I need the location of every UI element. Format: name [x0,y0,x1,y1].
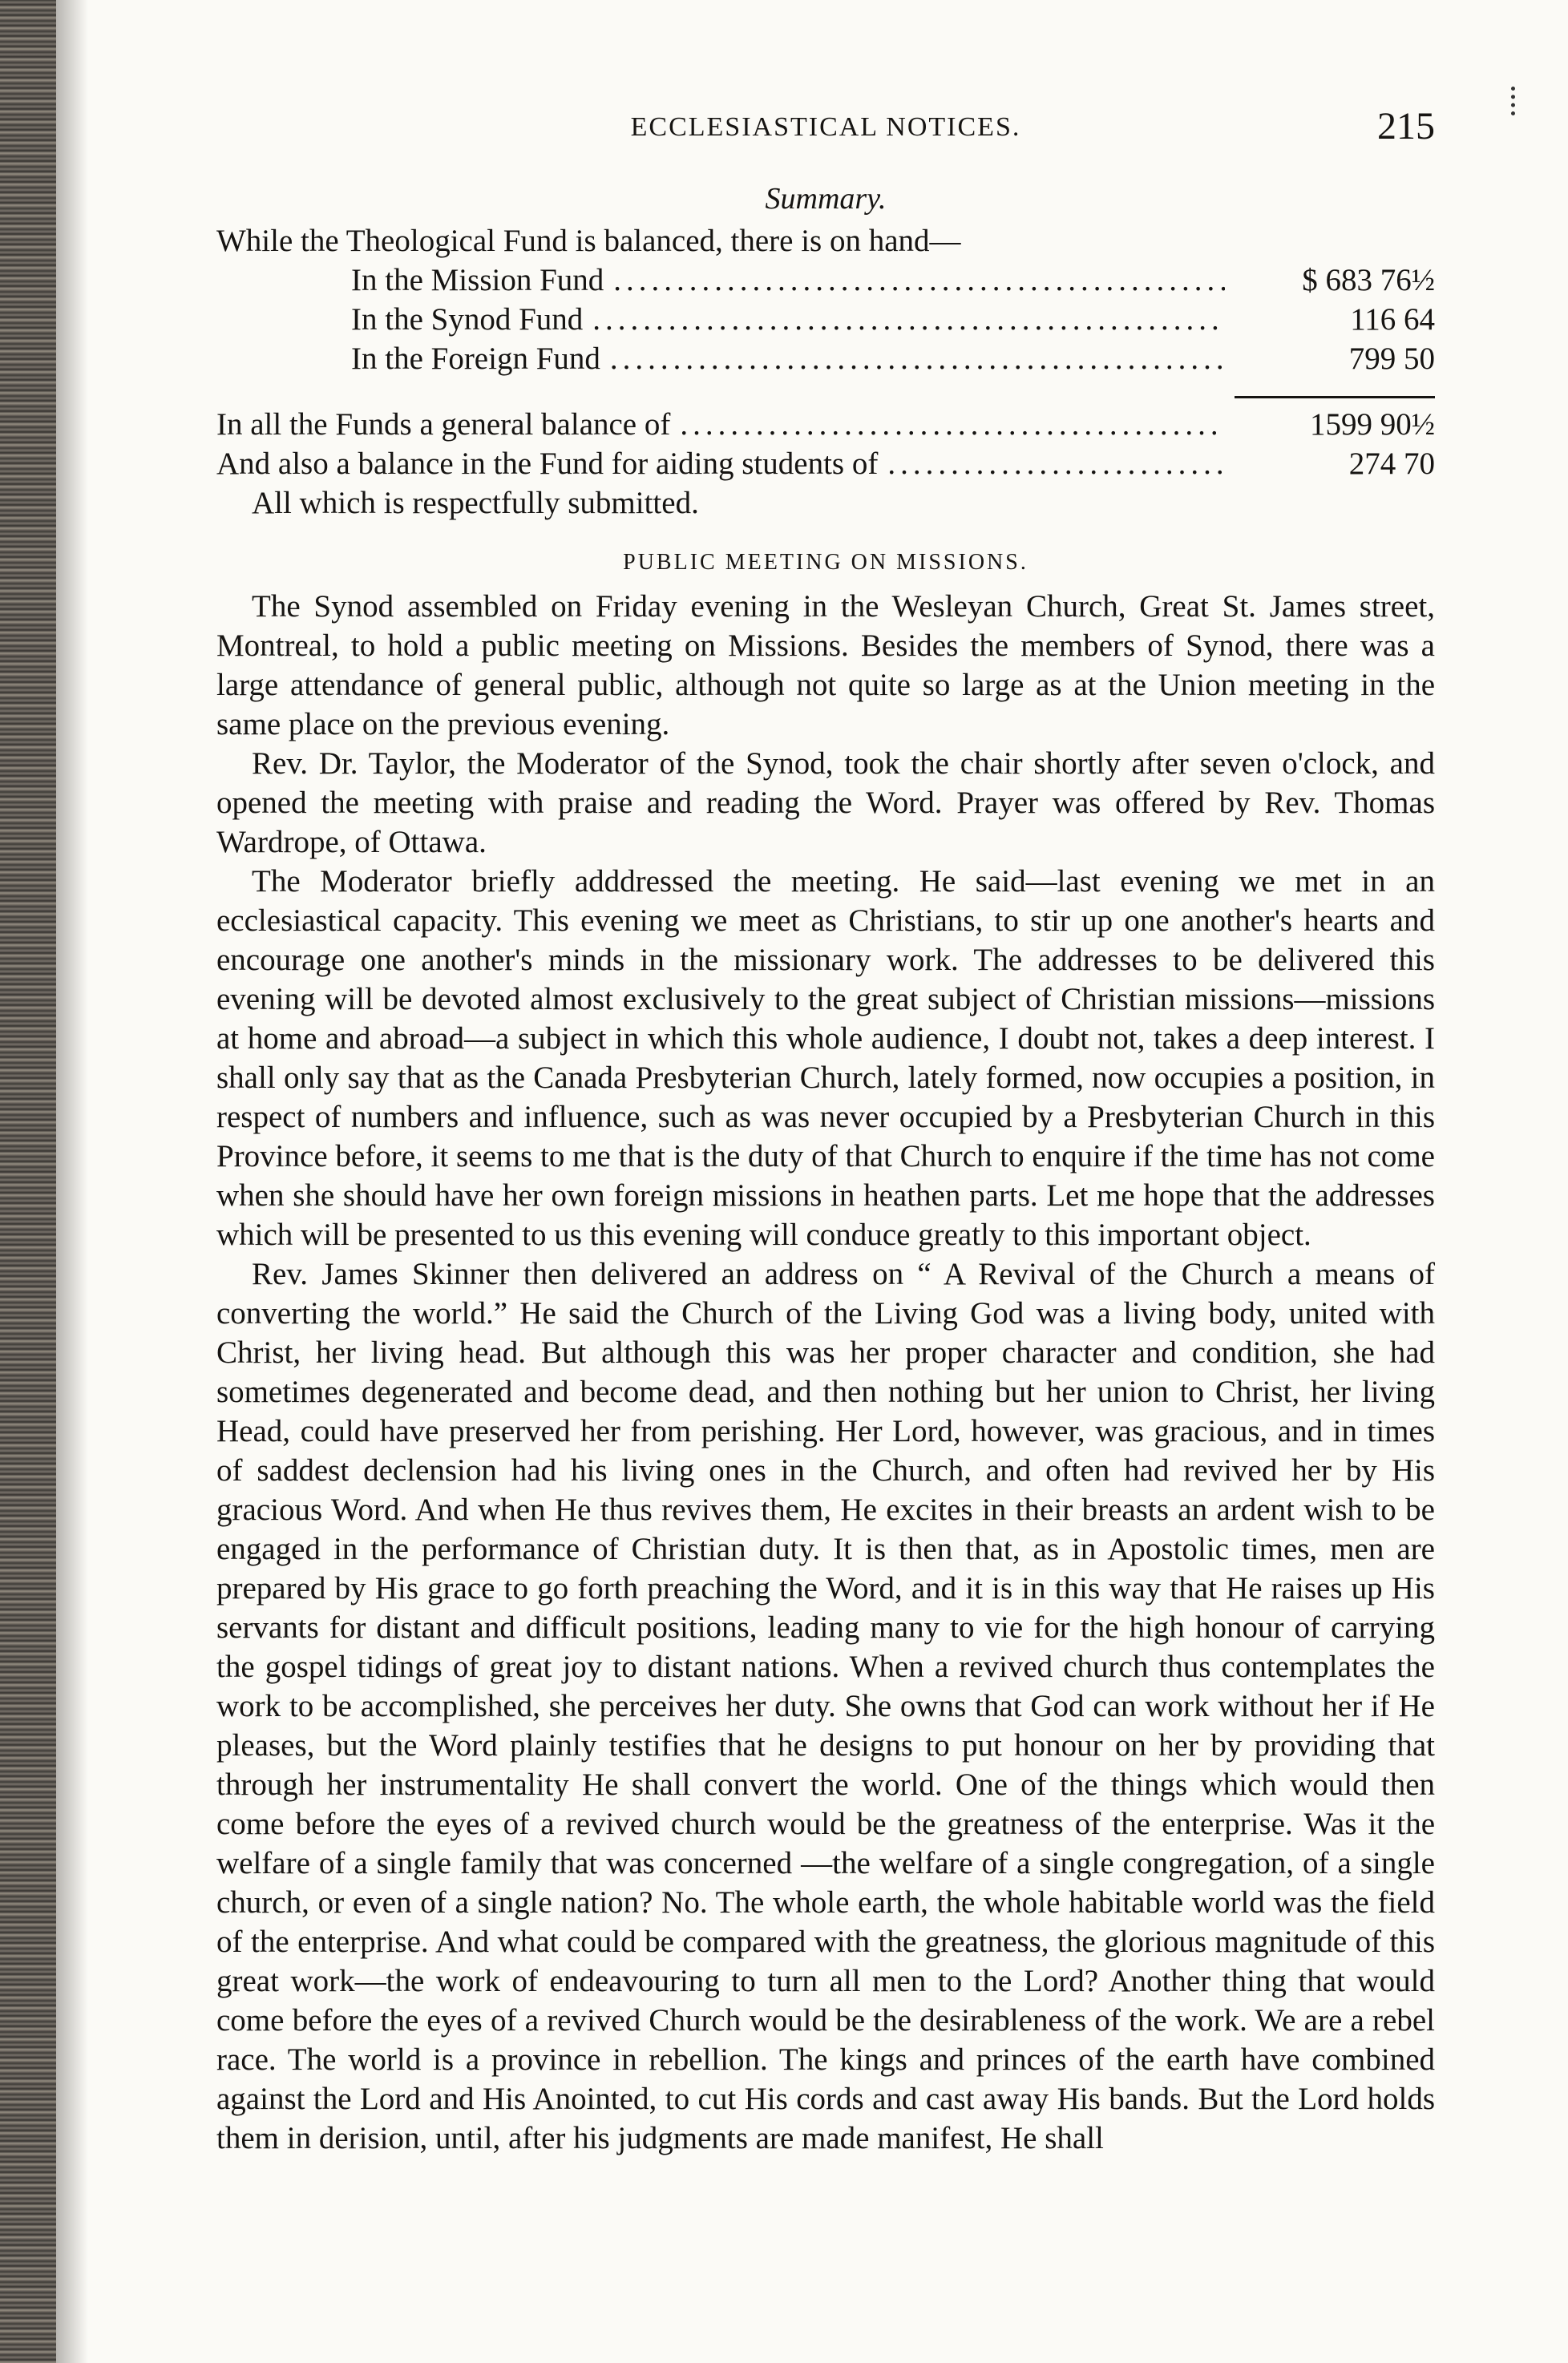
page-number: 215 [1377,105,1435,147]
fund-row-synod [216,300,1435,339]
fund-amount: $ 683 76½ [1302,263,1435,297]
total-amount: 274 70 [1348,446,1435,481]
fund-amount: 116 64 [1350,302,1435,337]
leader-dots [613,261,1225,300]
paragraph: The Moderator briefly adddressed the meeting. He said—last evening we met in an ecclesiastical capacity. This evening we meet as Christians, to stir up one another's hearts and encourage one another's minds in the missionary work. The addresses to be delivered this evening will be devoted almost exclusively to the great subject of Christian missions—missions at home and abroad—a subject in which this whole audience, I doubt not, takes a deep interest. I shall only say that as the Canada Presbyterian Church, lately formed, now occupies a position, in respect of numbers and influence, such as was never occupied by a Presbyterian Church in this Province before, it seems to me that is the duty of that Church to enquire if the time has not come when she should have her own foreign missions in heathen parts. Let me hope that the addresses which will be presented to us this evening will conduce greatly to this important object. [216,864,1435,1252]
total-label: And also a balance in the Fund for aiding students of [216,446,879,481]
book-page [216,104,1435,2158]
fund-row-foreign [216,339,1435,378]
summary-closing: All which is respectfully submitted. [252,486,699,520]
margin-mark [1511,87,1520,115]
leader-dots [592,300,1225,339]
fund-label: In the Mission Fund [351,263,604,297]
section-heading: PUBLIC MEETING ON MISSIONS. [623,550,1028,575]
summary-intro: While the Theological Fund is balanced, there is on hand— [216,224,961,258]
running-title: ECCLESIASTICAL NOTICES. [630,112,1021,142]
paragraph: Rev. Dr. Taylor, the Moderator of the Synod, took the chair shortly after seven o'clock, and opened the meeting with praise and reading the Word. Prayer was offered by Rev. Thomas Wardrope, of Ottawa. [216,746,1435,859]
leader-dots [610,339,1225,378]
total-row-general [216,405,1435,444]
fund-row-mission [216,261,1435,300]
leader-dots [887,444,1225,483]
paragraph: Rev. James Skinner then delivered an address on “ A Revival of the Church a means of converting the world.” He said the Church of the Living God was a living body, united with Christ, her living head. But although this was her proper character and condition, she had sometimes degenerated and become dead, and then nothing but her union to Christ, her living Head, could have preserved her from perishing. Her Lord, however, was gracious, and in times of saddest declension had his living ones in the Church, and often had revived her by His gracious Word. And when He thus revives them, He excites in their breasts an ardent wish to be engaged in the performance of Christian duty. It is then that, as in Apostolic times, men are prepared by His grace to go forth preaching the Word, and it is in this way that He raises up His servants for distant and difficult positions, leading many to vie for the high honour of carrying the gospel tidings of great joy to distant nations. When a revived church thus contemplates the work to be accomplished, she perceives her duty. She owns that God can work without her if He pleases, but the Word plainly testifies that he designs to put honour on her by providing that through her instrumentality He shall convert the world. One of the things which would then come before the eyes of a revived church would be the greatness of the enterprise. Was it the welfare of a single family that was concerned —the welfare of a single congregation, of a single church, or even of a single nation? No. The whole earth, the whole habitable world was the field of the enterprise. And what could be compared with the greatness, the glorious magnitude of this great work—the work of endeavouring to turn all men to the Lord? Another thing that would come before the eyes of a revived Church would be the desirableness of the work. We are a rebel race. The world is a province in rebellion. The kings and princes of the earth have combined against the Lord and His Anointed, to cut His cords and cast away His bands. But the Lord holds them in derision, until, after his judgments are made manifest, He shall [216,1257,1435,2155]
book-binding-edge [0,0,56,2363]
fund-label: In the Foreign Fund [351,341,600,376]
paragraph: The Synod assembled on Friday evening in the Wesleyan Church, Great St. James street, Montreal, to hold a public meeting on Missions. Besides the members of Synod, there was a large attendance of general public, although not quite so large as at the Union meeting in the same place on the previous evening. [216,589,1435,741]
summary-title: Summary. [765,182,887,216]
sum-rule [1235,396,1435,398]
total-amount: 1599 90½ [1310,407,1435,442]
fund-label: In the Synod Fund [351,302,584,337]
running-head [216,104,1435,152]
leader-dots [680,405,1225,444]
total-label: In all the Funds a general balance of [216,407,671,442]
fund-amount: 799 50 [1348,341,1435,376]
binding-shadow [56,0,88,2363]
total-row-students [216,444,1435,483]
